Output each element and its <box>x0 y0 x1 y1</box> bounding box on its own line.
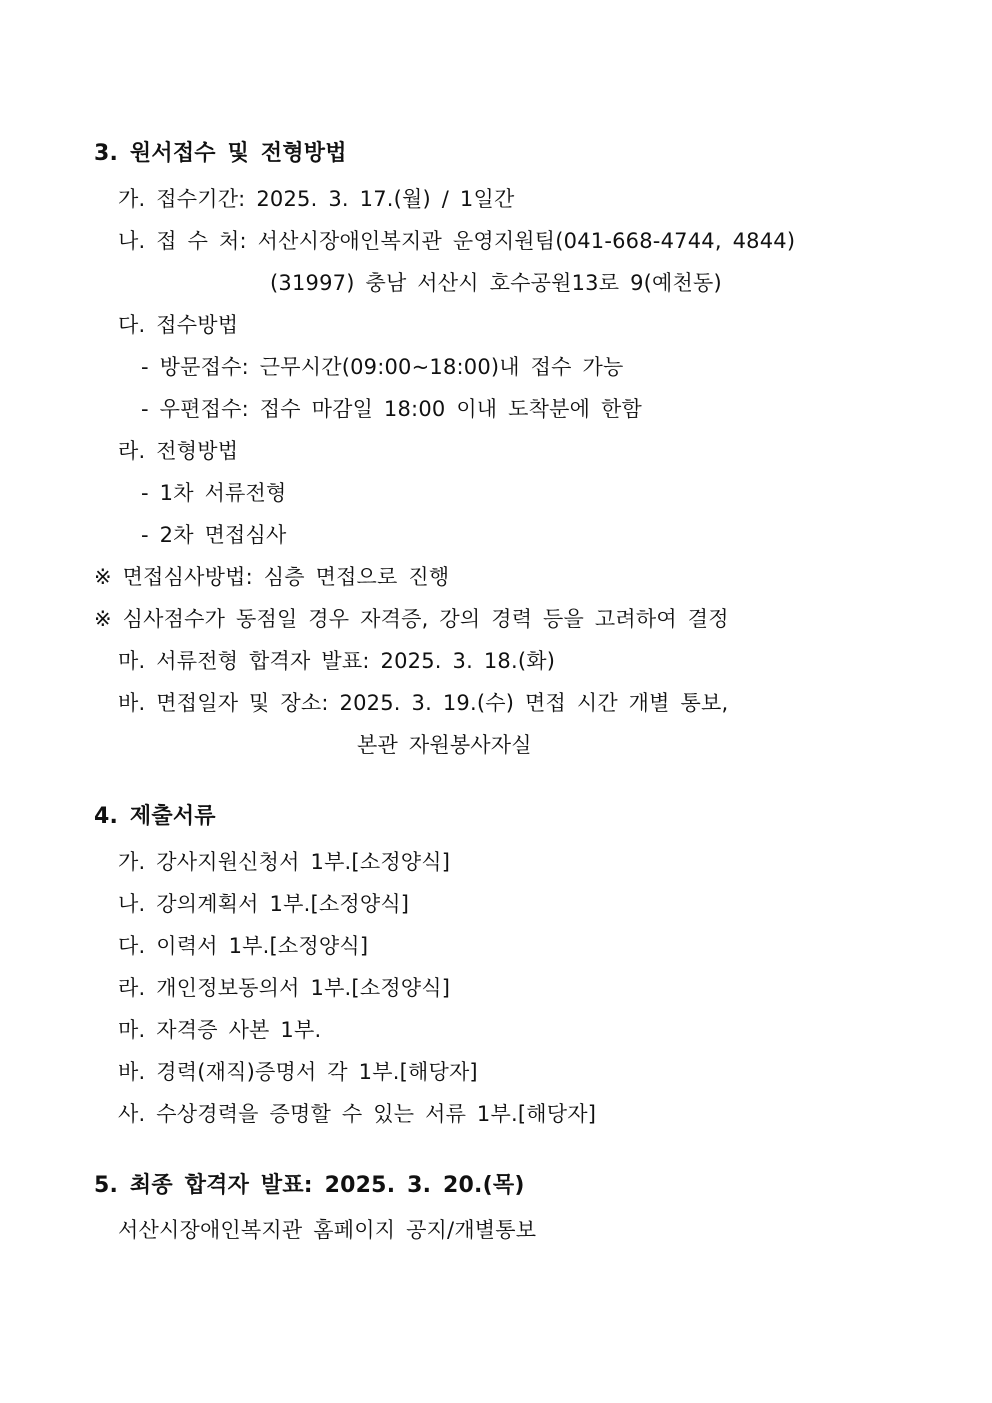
application-place: 나. 접 수 처: 서산시장애인복지관 운영지원팀(041-668-4744, 4844) <box>118 229 796 253</box>
application-method-title: 다. 접수방법 <box>118 313 239 337</box>
mail-application: - 우편접수: 접수 마감일 18:00 이내 도착분에 한함 <box>141 397 642 421</box>
document-item: 나. 강의계획서 1부.[소정양식] <box>118 892 410 916</box>
application-period: 가. 접수기간: 2025. 3. 17.(월) / 1일간 <box>118 187 515 211</box>
document-item: 가. 강사지원신청서 1부.[소정양식] <box>118 850 451 874</box>
selection-method-title: 라. 전형방법 <box>118 439 239 463</box>
document-result-date: 마. 서류전형 합격자 발표: 2025. 3. 18.(화) <box>118 649 556 673</box>
application-address: (31997) 충남 서산시 호수공원13로 9(예천동) <box>270 271 722 295</box>
document-item: 다. 이력서 1부.[소정양식] <box>118 934 369 958</box>
interview-date-place: 바. 면접일자 및 장소: 2025. 3. 19.(수) 면접 시간 개별 통보, <box>118 691 729 715</box>
visit-application: - 방문접수: 근무시간(09:00~18:00)내 접수 가능 <box>141 355 624 379</box>
document-item: 사. 수상경력을 증명할 수 있는 서류 1부.[해당자] <box>118 1102 597 1126</box>
interview-room: 본관 자원봉사자실 <box>357 733 532 757</box>
tie-break-note: ※ 심사점수가 동점일 경우 자격증, 강의 경력 등을 고려하여 결정 <box>94 607 729 631</box>
section-4-heading: 4. 제출서류 <box>94 804 216 829</box>
document-item: 마. 자격증 사본 1부. <box>118 1018 322 1042</box>
section-5-heading: 5. 최종 합격자 발표: 2025. 3. 20.(목) <box>94 1173 525 1198</box>
document-item: 바. 경력(재직)증명서 각 1부.[해당자] <box>118 1060 478 1084</box>
document-item: 라. 개인정보동의서 1부.[소정양식] <box>118 976 451 1000</box>
interview-method-note: ※ 면접심사방법: 심층 면접으로 진행 <box>94 565 450 589</box>
section-3-heading: 3. 원서접수 및 전형방법 <box>94 141 347 166</box>
selection-step-2: - 2차 면접심사 <box>141 523 287 547</box>
selection-step-1: - 1차 서류전형 <box>141 481 287 505</box>
final-announcement-detail: 서산시장애인복지관 홈페이지 공지/개별통보 <box>118 1218 537 1242</box>
